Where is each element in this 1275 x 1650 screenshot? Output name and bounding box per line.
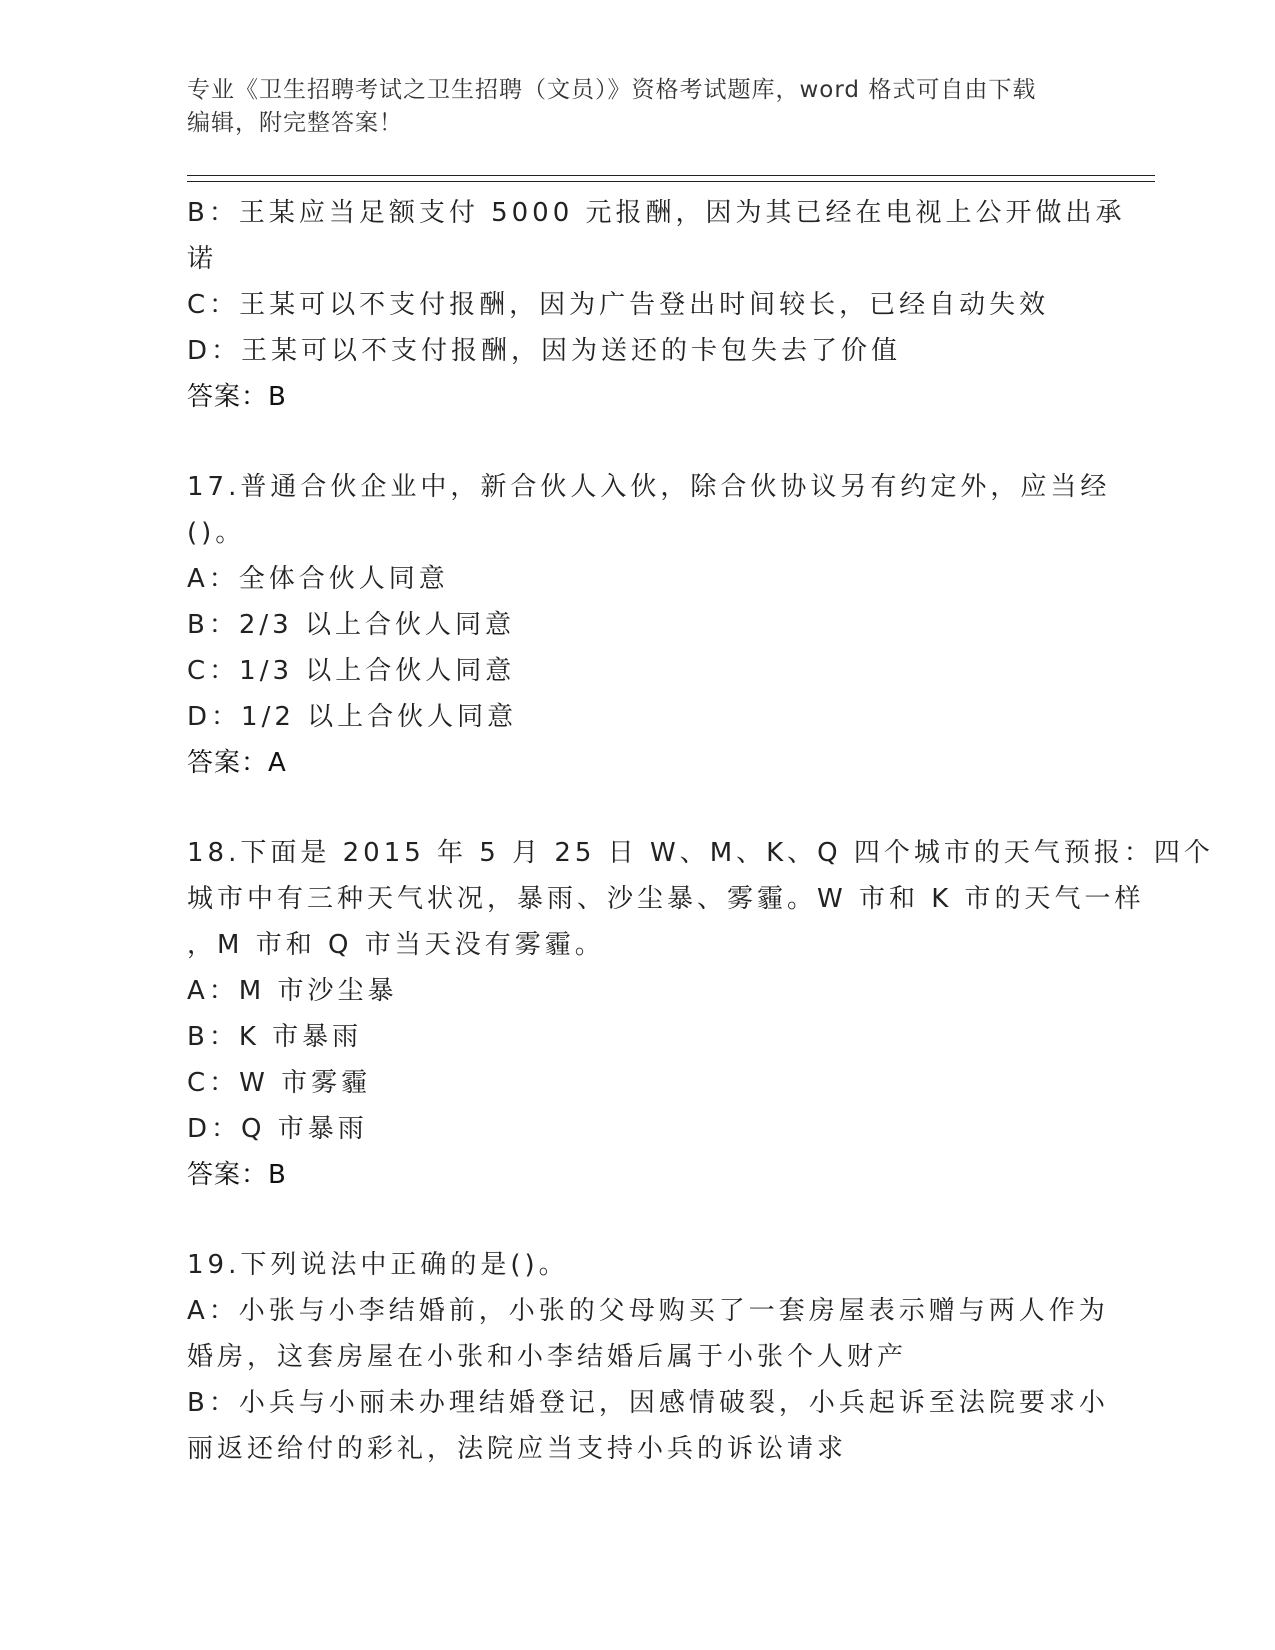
option-b: B：K 市暴雨 <box>187 1022 363 1052</box>
option-text: B：王某应当足额支付 5000 元报酬，因为其已经在电视上公开做出承 <box>187 198 1126 228</box>
option-d: D：Q 市暴雨 <box>187 1114 368 1144</box>
answer: 答案：B <box>187 1160 287 1190</box>
stem-text: 城市中有三种天气状况，暴雨、沙尘暴、雾霾。W 市和 K 市的天气一样 <box>187 884 1145 914</box>
option-text: B：小兵与小丽未办理结婚登记，因感情破裂，小兵起诉至法院要求小 <box>187 1388 1109 1418</box>
stem-text: 19.下列说法中正确的是()。 <box>187 1250 569 1280</box>
question-16 <box>187 190 1126 420</box>
option-b <box>187 190 1126 282</box>
option-c: C：1/3 以上合伙人同意 <box>187 656 516 686</box>
option-d <box>187 328 1087 374</box>
option-a <box>187 1288 1109 1380</box>
option-b: B：2/3 以上合伙人同意 <box>187 610 515 640</box>
spacer <box>187 1198 1087 1242</box>
spacer <box>187 786 1087 830</box>
option-text: A：小张与小李结婚前，小张的父母购买了一套房屋表示赠与两人作为 <box>187 1296 1109 1326</box>
header-rule-bottom <box>187 181 1155 182</box>
answer: 答案：A <box>187 748 287 778</box>
option-text: 丽返还给付的彩礼，法院应当支持小兵的诉讼请求 <box>187 1434 848 1464</box>
question-list <box>187 190 1214 1472</box>
answer: 答案：B <box>187 382 287 412</box>
option-d: D：1/2 以上合伙人同意 <box>187 702 518 732</box>
spacer <box>187 420 1087 464</box>
header-rule-top <box>187 175 1155 176</box>
question-stem <box>187 464 1111 556</box>
option-text: 婚房，这套房屋在小张和小李结婚后属于小张个人财产 <box>187 1342 908 1372</box>
option-a: A：M 市沙尘暴 <box>187 976 398 1006</box>
question-stem <box>187 1242 1087 1288</box>
document-header <box>187 74 1087 140</box>
stem-text: ，M 市和 Q 市当天没有雾霾。 <box>187 930 605 960</box>
header-line-2: 编辑，附完整答案！ <box>187 110 403 136</box>
option-text: 诺 <box>187 244 218 274</box>
question-17 <box>187 464 1111 786</box>
stem-text: 18.下面是 2015 年 5 月 25 日 W、M、K、Q 四个城市的天气预报：四个 <box>187 838 1214 868</box>
option-text: C：王某可以不支付报酬，因为广告登出时间较长，已经自动失效 <box>187 290 1050 320</box>
option-a: A：全体合伙人同意 <box>187 564 449 594</box>
option-c: C：W 市雾霾 <box>187 1068 372 1098</box>
question-stem <box>187 830 1214 968</box>
header-line-1: 专业《卫生招聘考试之卫生招聘（文员）》资格考试题库，word 格式可自由下载 <box>187 77 1037 103</box>
option-c <box>187 282 1087 328</box>
stem-text: 17.普通合伙企业中，新合伙人入伙，除合伙协议另有约定外，应当经 <box>187 472 1111 502</box>
option-text: D：王某可以不支付报酬，因为送还的卡包失去了价值 <box>187 336 902 366</box>
option-b <box>187 1380 1109 1472</box>
question-19 <box>187 1242 1109 1472</box>
question-18 <box>187 830 1214 1198</box>
stem-text: ()。 <box>187 518 246 548</box>
